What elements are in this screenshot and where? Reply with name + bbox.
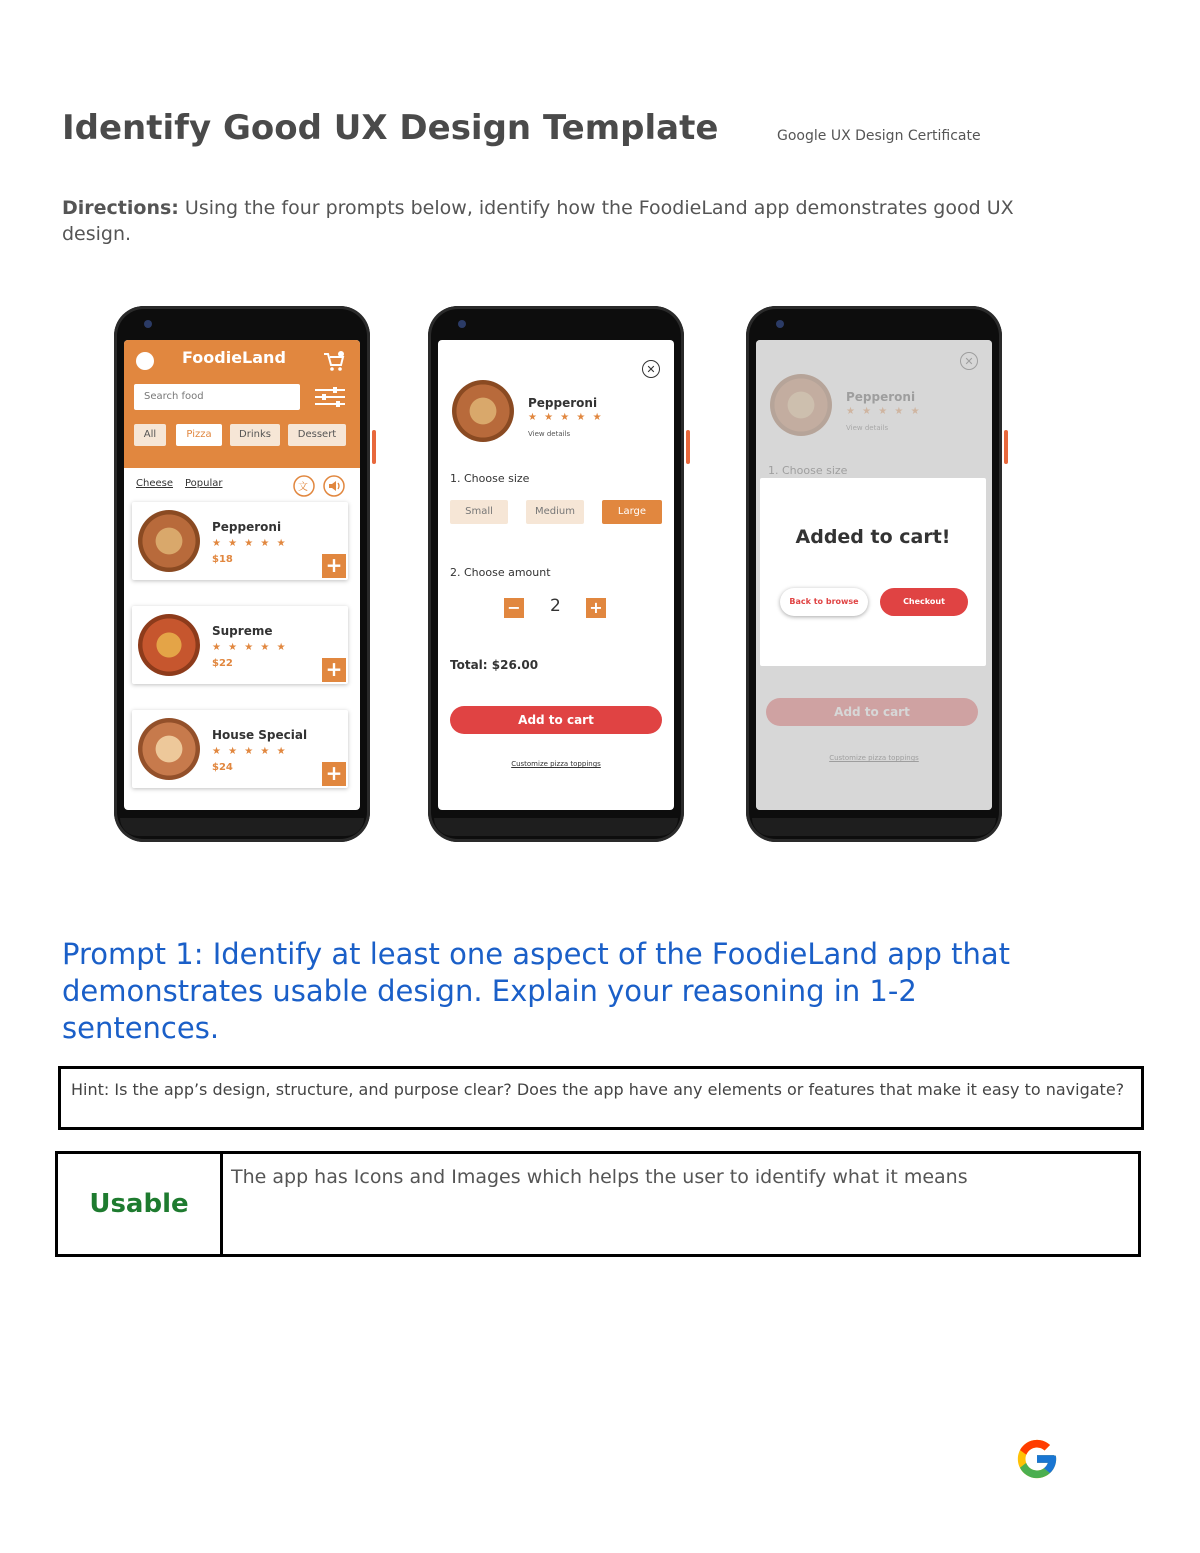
answer-text[interactable]: The app has Icons and Images which helps the user to identify what it means <box>231 1166 968 1188</box>
browse-screen <box>124 340 360 810</box>
answer-table <box>55 1151 1141 1257</box>
pizza-image <box>138 614 200 676</box>
view-details-link[interactable]: View details <box>528 430 571 438</box>
hint-text: Hint: Is the app’s design, structure, and purpose clear? Does the app have any elements or features that make it easy to navigate? <box>71 1080 1125 1099</box>
camera-icon <box>776 320 784 328</box>
added-to-cart-dialog <box>760 478 986 666</box>
directions-label: Directions: <box>62 197 179 219</box>
checkout-button[interactable]: Checkout <box>880 588 968 616</box>
filter-icon[interactable] <box>314 386 346 408</box>
prompt-heading: Prompt 1: Identify at least one aspect of the FoodieLand app that demonstrates usable design. Explain your reasoning in 1-2 sentences. <box>62 937 1011 1045</box>
detail-screen <box>438 340 674 810</box>
phone-chin <box>120 818 364 836</box>
sort-tabs <box>136 478 235 489</box>
phone-chin <box>752 818 996 836</box>
add-item-button[interactable]: + <box>322 554 346 578</box>
search-input[interactable]: Search food <box>134 384 300 410</box>
item-stars: ★ ★ ★ ★ ★ <box>212 746 288 757</box>
category-chip-pizza[interactable]: Pizza <box>176 424 222 446</box>
tab-popular[interactable]: Popular <box>185 478 223 489</box>
translate-icon[interactable] <box>292 474 316 498</box>
item-stars: ★ ★ ★ ★ ★ <box>212 538 288 549</box>
side-button <box>686 430 690 464</box>
list-item[interactable] <box>132 606 348 684</box>
back-to-browse-button[interactable]: Back to browse <box>780 588 868 616</box>
choose-amount-label: 2. Choose amount <box>450 566 551 579</box>
answer-label: Usable <box>58 1154 223 1254</box>
app-header <box>124 340 360 468</box>
confirm-screen <box>756 340 992 810</box>
category-chip-drinks[interactable]: Drinks <box>230 424 280 446</box>
directions <box>62 195 1062 247</box>
add-item-button[interactable]: + <box>322 762 346 786</box>
choose-size-label: 1. Choose size <box>450 472 530 485</box>
quantity-value: 2 <box>550 596 561 616</box>
phone-confirm <box>746 306 1002 842</box>
directions-text: Using the four prompts below, identify how the FoodieLand app demonstrates good UX design. <box>62 197 1014 245</box>
app-brand: FoodieLand <box>182 348 286 367</box>
phone-browse <box>114 306 370 842</box>
tab-cheese[interactable]: Cheese <box>136 478 173 489</box>
customize-toppings-link[interactable]: Customize pizza toppings <box>511 760 601 768</box>
pizza-image <box>138 510 200 572</box>
size-small-button[interactable]: Small <box>450 500 508 524</box>
list-item[interactable] <box>132 502 348 580</box>
decrease-quantity-button[interactable]: − <box>504 598 524 618</box>
size-large-button[interactable]: Large <box>602 500 662 524</box>
list-item[interactable] <box>132 710 348 788</box>
add-to-cart-button[interactable]: Add to cart <box>450 706 662 734</box>
camera-icon <box>458 320 466 328</box>
item-price: $18 <box>212 554 233 565</box>
side-button <box>372 430 376 464</box>
category-chip-all[interactable]: All <box>134 424 166 446</box>
category-chip-dessert[interactable]: Dessert <box>288 424 346 446</box>
add-item-button[interactable]: + <box>322 658 346 682</box>
size-medium-button[interactable]: Medium <box>526 500 584 524</box>
camera-icon <box>144 320 152 328</box>
increase-quantity-button[interactable]: + <box>586 598 606 618</box>
google-logo-icon <box>1014 1436 1060 1482</box>
document-subtitle: Google UX Design Certificate <box>777 128 981 144</box>
total-price: Total: $26.00 <box>450 658 539 672</box>
phone-detail <box>428 306 684 842</box>
phone-chin <box>434 818 678 836</box>
item-name: Pepperoni <box>212 520 282 534</box>
close-icon[interactable]: ✕ <box>642 360 660 378</box>
pizza-image <box>452 380 514 442</box>
dialog-title: Added to cart! <box>795 526 951 548</box>
item-price: $22 <box>212 658 233 669</box>
document-title: Identify Good UX Design Template <box>62 108 719 148</box>
item-name: Supreme <box>212 624 273 638</box>
cart-icon[interactable] <box>322 350 346 372</box>
item-price: $24 <box>212 762 233 773</box>
svg-text:文: 文 <box>298 482 308 493</box>
product-name: Pepperoni <box>528 396 598 410</box>
product-stars: ★ ★ ★ ★ ★ <box>528 412 604 423</box>
item-stars: ★ ★ ★ ★ ★ <box>212 642 288 653</box>
side-button <box>1004 430 1008 464</box>
pizza-image <box>138 718 200 780</box>
user-icon[interactable] <box>136 352 154 370</box>
sound-icon[interactable] <box>322 474 346 498</box>
hint-box <box>58 1066 1144 1130</box>
item-name: House Special <box>212 728 308 742</box>
